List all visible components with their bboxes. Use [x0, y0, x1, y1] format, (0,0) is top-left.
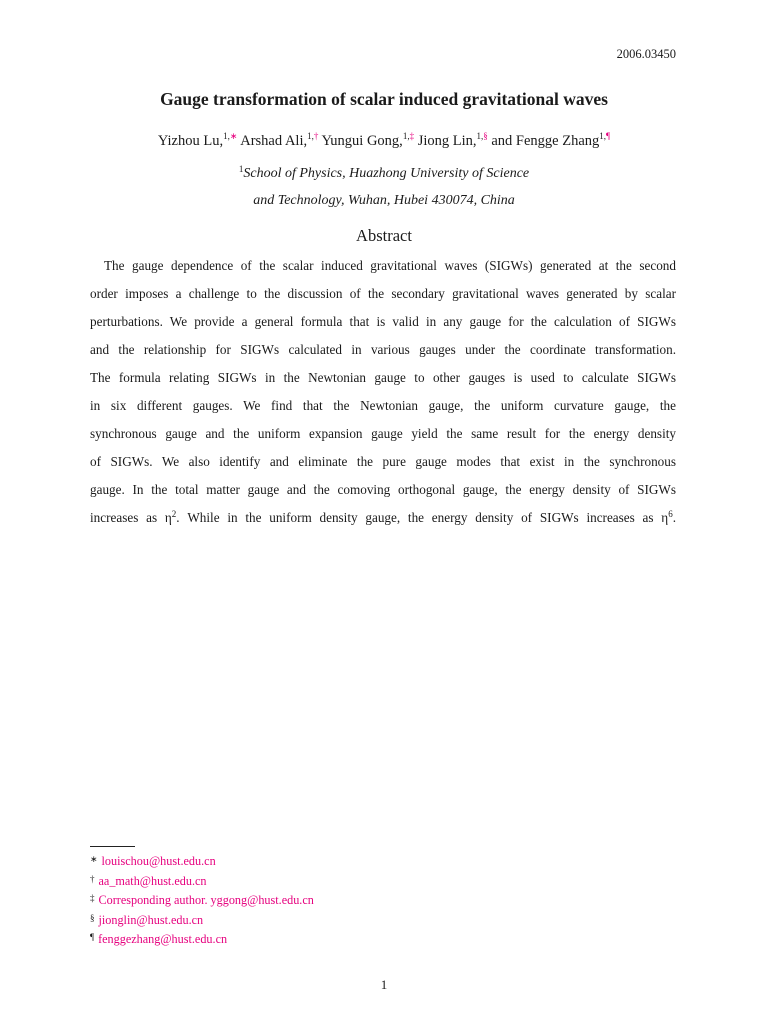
- footnote-symbol: ‡: [90, 893, 95, 904]
- abstract-line: order imposes a challenge to the discussion of the secondary gravitational waves generated by scalar: [90, 286, 676, 301]
- exponent: 6: [668, 509, 673, 519]
- paper-title: Gauge transformation of scalar induced gravitational waves: [160, 89, 608, 109]
- author-footnote-mark[interactable]: §: [483, 131, 488, 141]
- abstract-line: perturbations. We provide a general formula that is valid in any gauge for the calculation of SIGWs: [90, 314, 676, 329]
- footnotes: [90, 850, 314, 948]
- abstract-text: increases as η: [90, 510, 172, 525]
- abstract-text: .: [672, 510, 676, 525]
- email-link[interactable]: louischou@hust.edu.cn: [101, 854, 216, 868]
- email-link[interactable]: fenggezhang@hust.edu.cn: [98, 932, 228, 947]
- footnote-symbol: §: [90, 912, 95, 923]
- abstract-line: The formula relating SIGWs in the Newtonian gauge to other gauges is used to calculate SIGWs: [90, 370, 676, 385]
- footnote: [90, 889, 314, 909]
- email-link[interactable]: aa_math@hust.edu.cn: [98, 873, 207, 888]
- footnote-symbol: ¶: [90, 932, 95, 943]
- author-list: [0, 133, 768, 150]
- author-name: and Fengge Zhang: [491, 133, 600, 149]
- abstract-line: synchronous gauge and the uniform expansion gauge yield the same result for the energy density: [90, 426, 676, 441]
- abstract-line: The gauge dependence of the scalar induced gravitational waves (SIGWs) generated at the second: [104, 258, 676, 273]
- footnote: [90, 928, 314, 948]
- author-affiliation: 1,: [307, 131, 314, 141]
- author-affiliation: 1,: [223, 131, 230, 141]
- exponent: 2: [171, 509, 177, 519]
- abstract-line: gauge. In the total matter gauge and the comoving orthogonal gauge, the energy density of SIGWs: [90, 482, 676, 497]
- author-footnote-mark[interactable]: ¶: [606, 131, 611, 141]
- footnote-prefix: Corresponding author.: [98, 893, 211, 908]
- author-affiliation: 1,: [599, 131, 607, 141]
- footnote: [90, 909, 314, 929]
- author-name: Yungui Gong,: [321, 133, 403, 149]
- footnote: [90, 870, 314, 890]
- abstract-heading: Abstract: [356, 226, 412, 245]
- author-name: Yizhou Lu,: [157, 133, 224, 149]
- author-affiliation: 1,: [402, 131, 410, 141]
- footnote: [90, 850, 314, 870]
- arxiv-id: 2006.03450: [616, 47, 676, 61]
- footnote-symbol: †: [90, 873, 95, 884]
- author-footnote-mark[interactable]: †: [313, 131, 319, 141]
- abstract-body: [90, 252, 676, 532]
- affiliation-text: School of Physics, Huazhong University of Science: [243, 166, 530, 181]
- author-name: Jiong Lin,: [417, 133, 477, 149]
- email-link[interactable]: yggong@hust.edu.cn: [210, 893, 314, 908]
- author-name: Arshad Ali,: [240, 133, 308, 149]
- footnote-symbol: ∗: [90, 854, 98, 864]
- footnote-rule: [90, 846, 135, 847]
- affiliation-line-1: [0, 166, 768, 182]
- page-number: 1: [380, 977, 388, 992]
- abstract-line: of SIGWs. We also identify and eliminate the pure gauge modes that exist in the synchronous: [90, 454, 676, 469]
- abstract-line: and the relationship for SIGWs calculated in various gauges under the coordinate transformation.: [90, 342, 676, 357]
- author-affiliation: 1,: [476, 131, 484, 141]
- email-link[interactable]: jionglin@hust.edu.cn: [98, 912, 204, 927]
- affiliation-number: 1: [238, 164, 244, 174]
- abstract-line: in six different gauges. We find that the Newtonian gauge, the uniform curvature gauge, the: [90, 398, 676, 413]
- author-footnote-mark[interactable]: ∗: [229, 131, 238, 141]
- author-footnote-mark[interactable]: ‡: [409, 131, 415, 141]
- affiliation-line-2: and Technology, Wuhan, Hubei 430074, China: [253, 193, 515, 208]
- abstract-text: . While in the uniform density gauge, the energy density of SIGWs increases as η: [176, 510, 669, 525]
- abstract-last-line: [90, 504, 676, 532]
